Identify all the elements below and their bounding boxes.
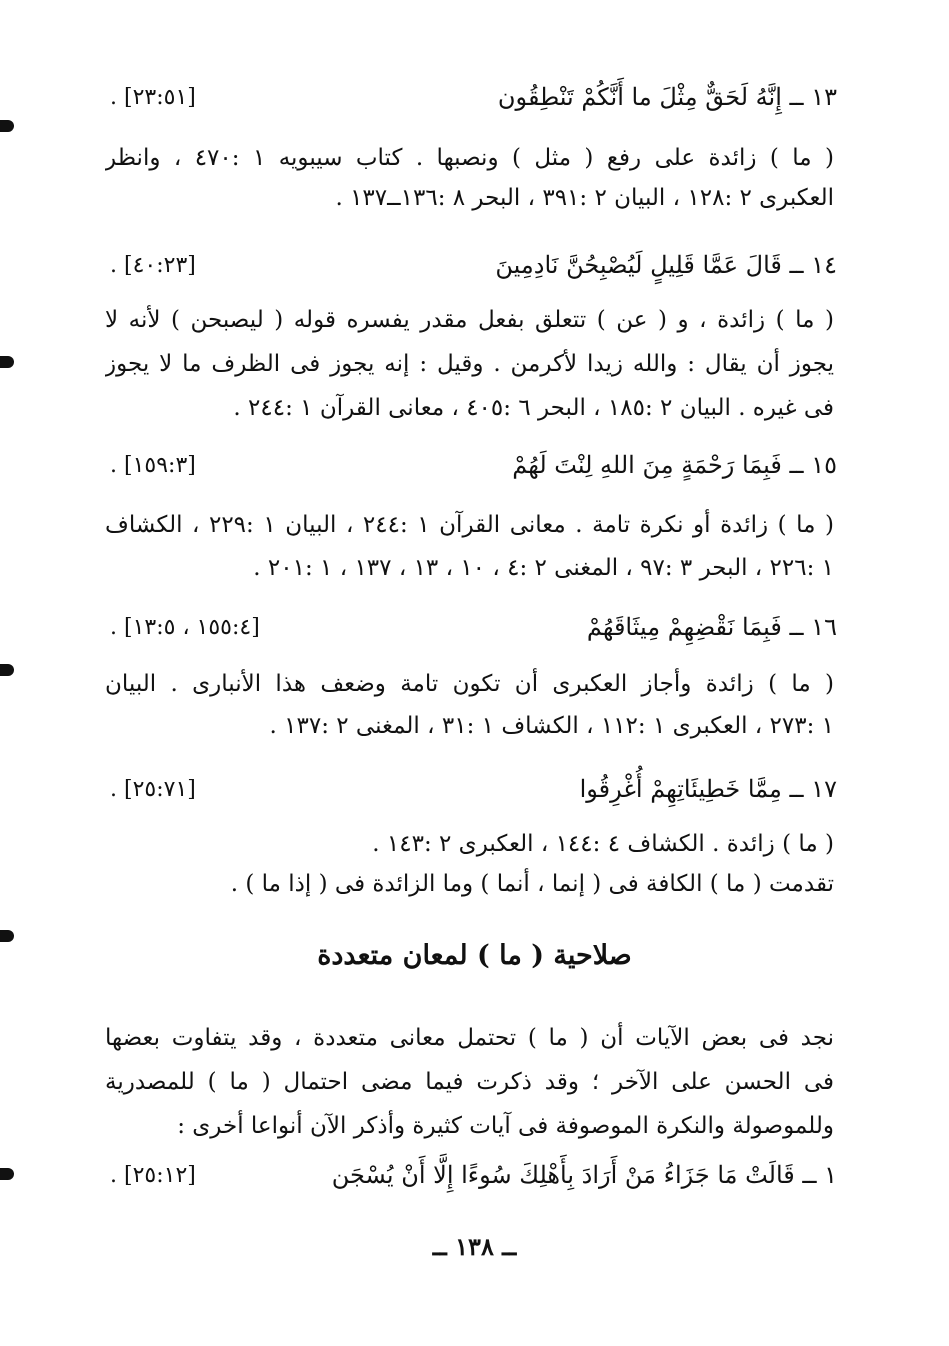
commentary-line: يجوز أن يقال : والله زيدا لأكرمن . وقيل : إنه يجوز فى الظرف ما لا يجوز bbox=[105, 351, 834, 377]
commentary-line: العكبرى ٢ :١٢٨ ، البيان ٢ :٣٩١ ، البحر ٨ :١٣٦ــ١٣٧ . bbox=[335, 185, 834, 211]
verse-text: ١٦ ــ فَبِمَا نَقْضِهِمْ مِيثَاقَهُمْ bbox=[586, 613, 837, 641]
verse-reference: [٤٠:٢٣] . bbox=[110, 252, 196, 278]
section-paragraph-line: نجد فى بعض الآيات أن ( ما ) تحتمل معانى متعددة ، وقد يتفاوت بعضها bbox=[105, 1025, 834, 1051]
verse-text: ١٥ ــ فَبِمَا رَحْمَةٍ مِنَ اللهِ لِنْتَ لَهُمْ bbox=[512, 451, 837, 479]
commentary-line: تقدمت ( ما ) الكافة فى ( إنما ، أنما ) وما الزائدة فى ( إذا ما ) . bbox=[230, 871, 834, 897]
commentary-line: ( ما ) زائدة أو نكرة تامة . معانى القرآن ١ :٢٤٤ ، البيان ١ :٢٢٩ ، الكشاف bbox=[105, 512, 834, 538]
verse-row-13 bbox=[110, 76, 837, 118]
commentary-line: ( ما ) زائدة على رفع ( مثل ) ونصبها . كتاب سيبويه ١ :٤٧٠ ، وانظر bbox=[105, 145, 834, 171]
commentary-line: ١ :٢٢٦ ، البحر ٣ :٩٧ ، المغنى ٢ :٤ ، ١٠ ، ١٣ ، ١٣٧ ، ١ :٢٠١ . bbox=[253, 555, 834, 581]
section-verse-row bbox=[110, 1154, 837, 1196]
commentary-line: ( ما ) زائدة . الكشاف ٤ :١٤٤ ، العكبرى ٢ :١٤٣ . bbox=[372, 831, 834, 857]
verse-row-17 bbox=[110, 768, 837, 810]
verse-text: ١٤ ــ قَالَ عَمَّا قَلِيلٍ لَيُصْبِحُنَّ نَادِمِينَ bbox=[495, 251, 837, 279]
verse-reference: [١٥٥:٤ ، ١٣:٥] . bbox=[110, 614, 260, 640]
verse-row-14 bbox=[110, 244, 837, 286]
scan-mark bbox=[0, 1168, 14, 1180]
verse-reference: [١٥٩:٣] . bbox=[110, 452, 196, 478]
commentary-line: فى غيره . البيان ٢ :١٨٥ ، البحر ٦ :٤٠٥ ، معانى القرآن ١ :٢٤٤ . bbox=[233, 395, 834, 421]
section-paragraph-line: وللموصولة والنكرة الموصوفة فى آيات كثيرة وأذكر الآن أنواعا أخرى : bbox=[177, 1113, 834, 1139]
page-number: ــ ١٣٨ ــ bbox=[432, 1232, 517, 1261]
verse-reference: [٢٣:٥١] . bbox=[110, 84, 196, 110]
section-paragraph-line: فى الحسن على الآخر ؛ وقد ذكرت فيما مضى احتمال ( ما ) للمصدرية bbox=[105, 1069, 834, 1095]
scan-mark bbox=[0, 356, 14, 368]
commentary-line: ( ما ) زائدة وأجاز العكبرى أن تكون تامة وضعف هذا الأنبارى . البيان bbox=[105, 671, 834, 697]
verse-text: ١٧ ــ مِمَّا خَطِيئَاتِهِمْ أُغْرِقُوا bbox=[579, 775, 837, 803]
verse-reference: [٢٥:٧١] . bbox=[110, 776, 196, 802]
scan-mark bbox=[0, 120, 14, 132]
verse-text: ١٣ ــ إِنَّهُ لَحَقٌّ مِثْلَ ما أَنَّكُمْ تَنْطِقُون bbox=[497, 83, 837, 111]
verse-text: ١ ــ قَالَتْ مَا جَزَاءُ مَنْ أَرَادَ بِأَهْلِكَ سُوءًا إِلَّا أَنْ يُسْجَن bbox=[331, 1161, 837, 1189]
section-heading: صلاحية ( ما ) لمعان متعددة bbox=[317, 940, 632, 971]
commentary-line: ( ما ) زائدة ، و ( عن ) تتعلق بفعل مقدر يفسره قوله ( ليصبحن ) لأنه لا bbox=[105, 307, 834, 333]
verse-row-16 bbox=[110, 606, 837, 648]
verse-row-15 bbox=[110, 444, 837, 486]
verse-reference: [٢٥:١٢] . bbox=[110, 1162, 196, 1188]
commentary-line: ١ :٢٧٣ ، العكبرى ١ :١١٢ ، الكشاف ١ :٣١ ، المغنى ٢ :١٣٧ . bbox=[269, 713, 834, 739]
scan-mark bbox=[0, 664, 14, 676]
